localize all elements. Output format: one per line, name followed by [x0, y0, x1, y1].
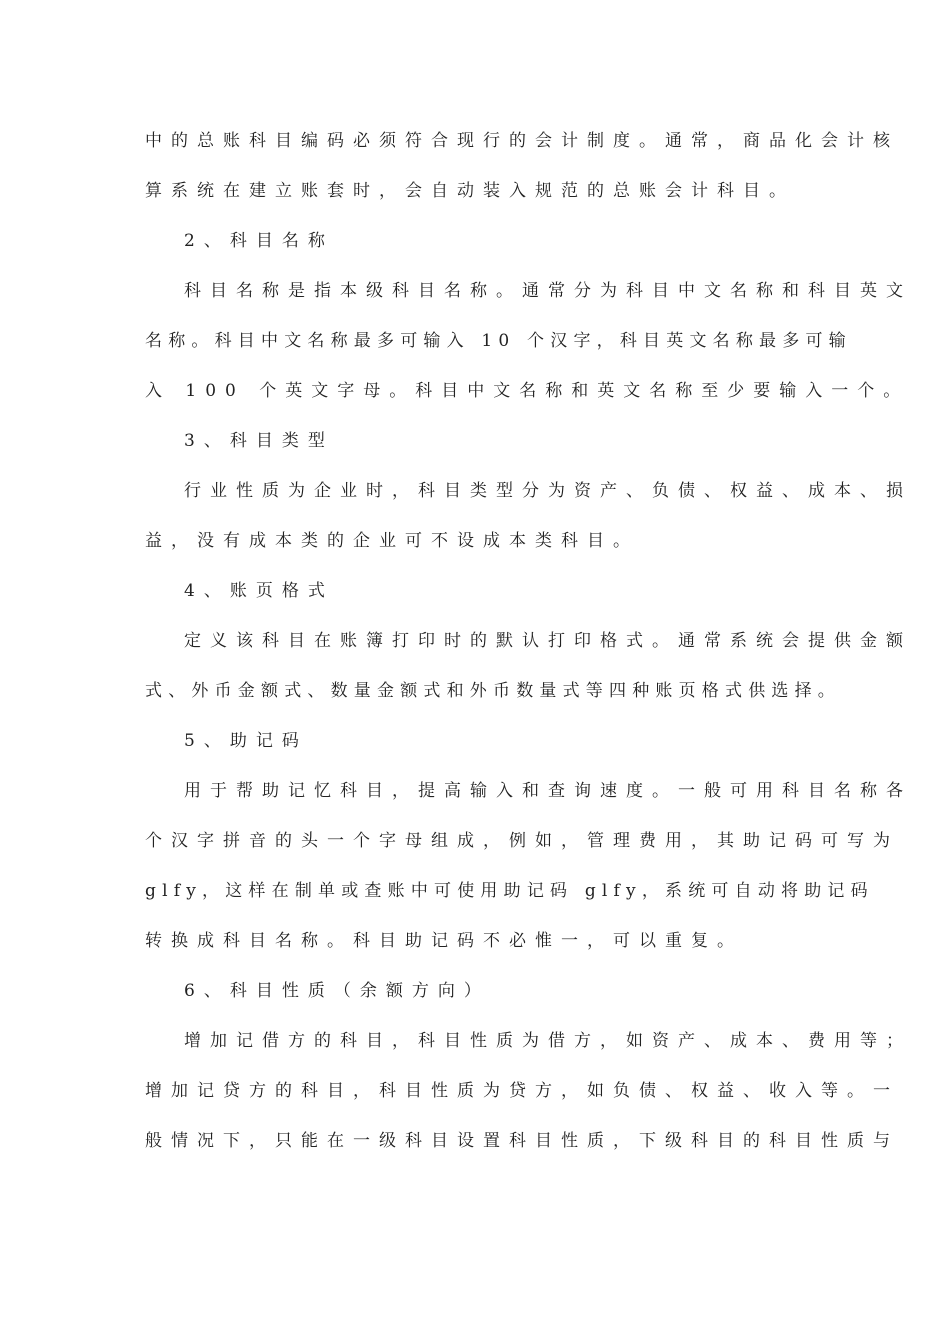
paragraph-line-4: 名称。科目中文名称最多可输入 10 个汉字，科目英文名称最多可输 [145, 331, 852, 351]
section-heading-subject-type: 3、科目类型 [184, 431, 334, 451]
paragraph-line-12: glfy，这样在制单或查账中可使用助记码 glfy，系统可自动将助记码 [145, 881, 874, 901]
paragraph-line-14: 增加记借方的科目，科目性质为借方，如资产、成本、费用等； [184, 1031, 912, 1051]
paragraph-line-13: 转换成科目名称。科目助记码不必惟一，可以重复。 [145, 931, 743, 951]
section-heading-ledger-format: 4、账页格式 [184, 581, 334, 601]
paragraph-line-8: 定义该科目在账簿打印时的默认打印格式。通常系统会提供金额 [184, 631, 912, 651]
paragraph-line-10: 用于帮助记忆科目，提高输入和查询速度。一般可用科目名称各 [184, 781, 912, 801]
paragraph-line-16: 般情况下，只能在一级科目设置科目性质，下级科目的科目性质与 [145, 1131, 899, 1151]
section-heading-subject-name: 2、科目名称 [184, 231, 334, 251]
paragraph-line-1: 中的总账科目编码必须符合现行的会计制度。通常，商品化会计核 [145, 131, 899, 151]
paragraph-line-2: 算系统在建立账套时，会自动装入规范的总账会计科目。 [145, 181, 795, 201]
paragraph-line-7: 益，没有成本类的企业可不设成本类科目。 [145, 531, 639, 551]
paragraph-line-15: 增加记贷方的科目，科目性质为贷方，如负债、权益、收入等。一 [145, 1081, 899, 1101]
section-heading-subject-nature: 6、科目性质（余额方向） [184, 981, 490, 1001]
paragraph-line-6: 行业性质为企业时，科目类型分为资产、负债、权益、成本、损 [184, 481, 912, 501]
paragraph-line-3: 科目名称是指本级科目名称。通常分为科目中文名称和科目英文 [184, 281, 912, 301]
section-heading-mnemonic-code: 5、助记码 [184, 731, 308, 751]
paragraph-line-9: 式、外币金额式、数量金额式和外币数量式等四种账页格式供选择。 [145, 681, 841, 701]
paragraph-line-11: 个汉字拼音的头一个字母组成，例如，管理费用，其助记码可写为 [145, 831, 899, 851]
paragraph-line-5: 入 100 个英文字母。科目中文名称和英文名称至少要输入一个。 [145, 381, 910, 401]
